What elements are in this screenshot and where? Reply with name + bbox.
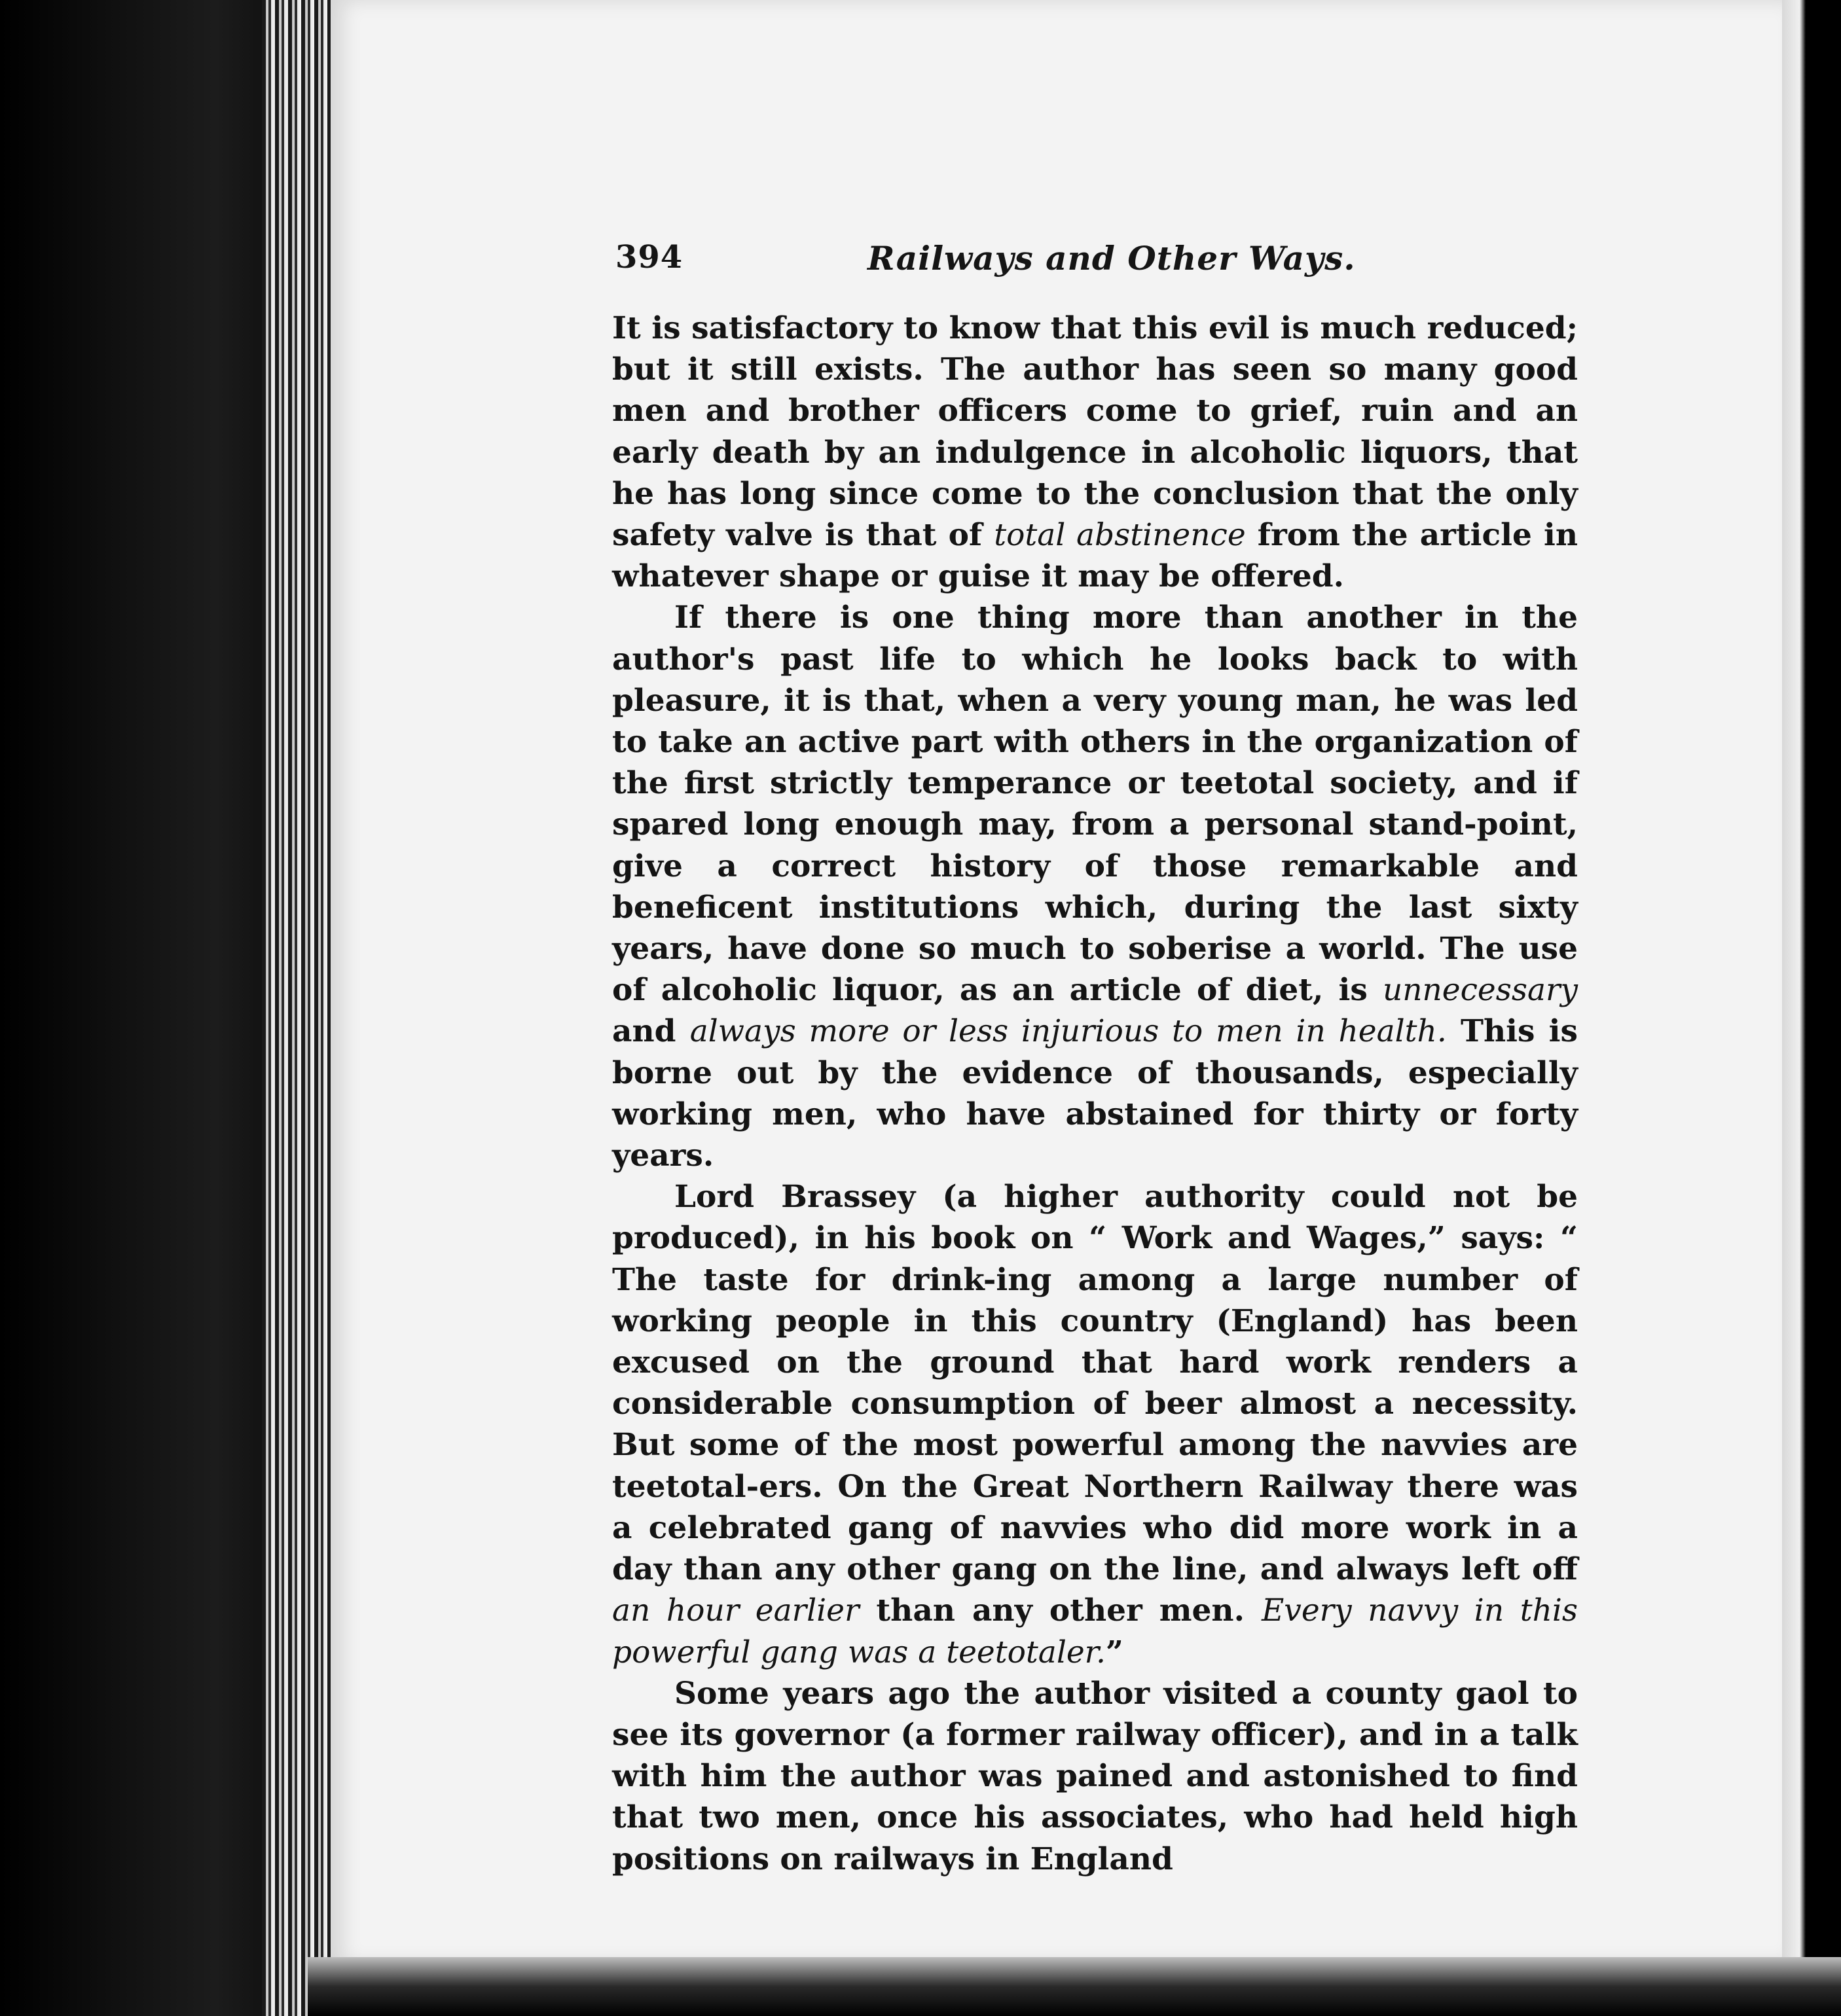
- paragraph-1: It is satisfactory to know that this evil is much reduced; but it still exists. The author has seen so many good men and brother officers come to grief, ruin and an early death by an indulgence in alcoholic liquors, that he has long since come to the conclusion that the only safety valve is that of total abstinence from the article in whatever shape or guise it may be offered.: [612, 310, 1578, 595]
- paragraph-3: Lord Brassey (a higher authority could not be produced), in his book on “ Work and Wages,” says: “ The taste for drink-ing among a large number of working people in this country (England) has been excused on the ground that hard work renders a considerable consumption of beer almost a necessity. But some of the most powerful among the navvies are teetotal-ers. On the Great Northern Railway there was a celebrated gang of navvies who did more work in a day than any other gang on the line, and always left off an hour earlier than any other men. Every navvy in this powerful gang was a teetotaler.”: [612, 1179, 1578, 1670]
- paragraph-4: Some years ago the author visited a county gaol to see its governor (a former railway officer), and in a talk with him the author was pained and astonished to find that two men, once his associates, who had held high positions on railways in England: [612, 1675, 1578, 1877]
- paragraph-2: If there is one thing more than another in the author's past life to which he looks back to with pleasure, it is that, when a very young man, he was led to take an active part with others in the organization of the first strictly temperance or teetotal society, and if spared long enough may, from a personal stand-point, give a correct history of those remarkable and beneficent institutions which, during the last sixty years, have done so much to soberise a world. The use of alcoholic liquor, as an article of diet, is unnecessary and always more or less injurious to men in health. This is borne out by the evidence of thousands, especially working men, who have abstained for thirty or forty years.: [612, 600, 1578, 1174]
- body-text: [612, 308, 1578, 1880]
- facing-page-edge: [1782, 0, 1841, 2016]
- bottom-shadow: [308, 1957, 1841, 2016]
- emphasis: Every navvy in this powerful gang was a teetotaler.: [612, 1593, 1578, 1670]
- page-number: 394: [615, 239, 684, 276]
- emphasis: total abstinence: [994, 517, 1246, 554]
- emphasis: always more or less injurious to men in health.: [689, 1013, 1447, 1050]
- emphasis: an hour earlier: [612, 1593, 860, 1629]
- running-title: Railways and Other Ways.: [867, 239, 1356, 278]
- emphasis: unnecessary: [1382, 972, 1578, 1009]
- page-stack-edges: [262, 0, 340, 2016]
- page-header: [615, 239, 1597, 285]
